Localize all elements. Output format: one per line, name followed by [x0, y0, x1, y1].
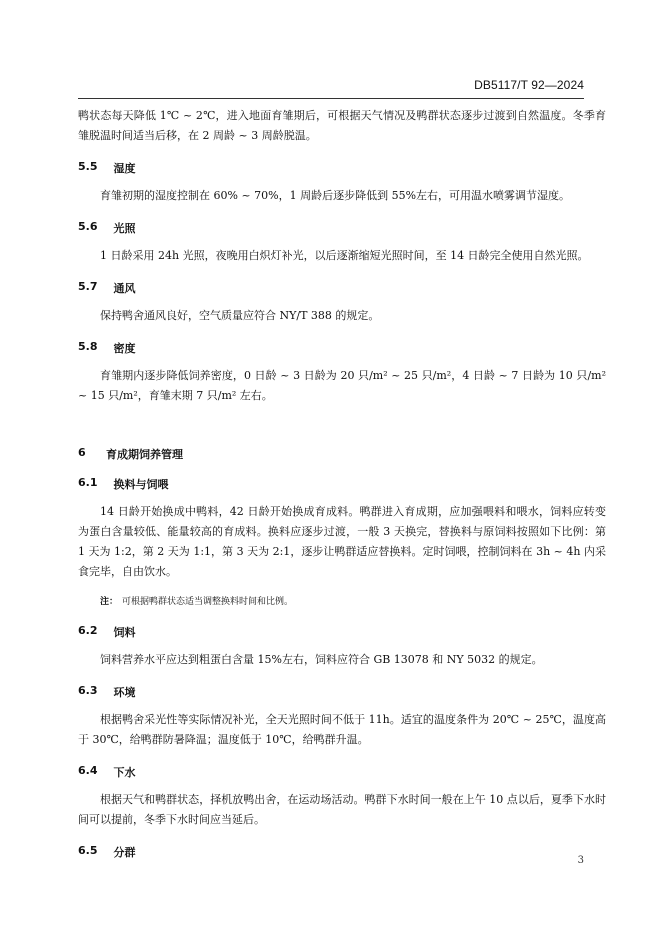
continued-paragraph: 鸭状态每天降低 1℃ ~ 2℃，进入地面育雏期后，可根据天气情况及鸭群状态逐步过渡到自然温度。冬季育雏脱温时间适当后移，在 2 周龄 ~ 3 周龄脱温。 — [78, 109, 606, 142]
section-number: 6.2 — [78, 624, 98, 637]
section-title: 饲料 — [113, 626, 136, 639]
section-paragraph: 根据鸭舍采光性等实际情况补光，全天光照时间不低于 11h。适宜的温度条件为 20℃ ~ 25℃，温度高于 30℃，给鸭群防暑降温；温度低于 10℃，给鸭群升温。 — [78, 713, 606, 746]
section-title: 下水 — [113, 766, 136, 779]
section-paragraph: 14 日龄开始换成中鸭料，42 日龄开始换成育成料。鸭群进入育成期，应加强喂料和喂水，饲料应转变为蛋白含量较低、能量较高的育成料。换料应逐步过渡，一般 3 天换完，替换料与原饲料按照如下比例：第 1 天为 1:2，第 2 天为 1:1，第 3 天为 2:1，逐步让鸭群适应替换料。定时饲喂，控制饲料在 3h ~ 4h 内采食完毕，自由饮水。 — [78, 505, 606, 578]
document-code: DB5117/T 92—2024 — [474, 78, 584, 92]
section-paragraph: 1 日龄采用 24h 光照，夜晚用白炽灯补光，以后逐渐缩短光照时间，至 14 日龄完全使用自然光照。 — [100, 249, 589, 262]
section-heading-5-7 — [78, 280, 606, 296]
section-paragraph: 保持鸭舍通风良好，空气质量应符合 NY/T 388 的规定。 — [100, 309, 380, 322]
section-title: 环境 — [113, 686, 136, 699]
section-title: 换料与饲喂 — [113, 478, 169, 491]
section-number: 6.1 — [78, 476, 98, 489]
section-title: 密度 — [113, 342, 136, 355]
note-text: 可根据鸭群状态适当调整换料时间和比例。 — [122, 597, 294, 607]
section-number: 5.6 — [78, 220, 98, 233]
section-title: 光照 — [113, 222, 136, 235]
section-number: 6.3 — [78, 684, 98, 697]
section-number: 5.7 — [78, 280, 98, 293]
document-body — [78, 106, 606, 870]
page-number: 3 — [577, 855, 584, 866]
section-title: 通风 — [113, 282, 136, 295]
section-heading-5-8 — [78, 340, 606, 356]
header-rule — [78, 98, 584, 99]
section-paragraph: 育雏初期的湿度控制在 60% ~ 70%，1 周龄后逐步降低到 55%左右，可用温水喷雾调节湿度。 — [100, 189, 571, 202]
chapter-number: 6 — [78, 446, 86, 459]
section-heading-5-5 — [78, 160, 606, 176]
note — [100, 594, 606, 610]
section-number: 5.8 — [78, 340, 98, 353]
chapter-title: 育成期饲养管理 — [106, 448, 183, 461]
section-number: 5.5 — [78, 160, 98, 173]
section-paragraph: 饲料营养水平应达到粗蛋白含量 15%左右，饲料应符合 GB 13078 和 NY 5032 的规定。 — [100, 653, 543, 666]
section-heading-5-6 — [78, 220, 606, 236]
section-heading-6-2 — [78, 624, 606, 640]
section-number: 6.4 — [78, 764, 98, 777]
section-heading-6-4 — [78, 764, 606, 780]
section-title: 分群 — [113, 846, 136, 859]
section-paragraph: 根据天气和鸭群状态，择机放鸭出舍，在运动场活动。鸭群下水时间一般在上午 10 点以后，夏季下水时间可以提前，冬季下水时间应当延后。 — [78, 793, 606, 826]
section-heading-6-5 — [78, 844, 606, 860]
section-paragraph: 育雏期内逐步降低饲养密度，0 日龄 ~ 3 日龄为 20 只/m² ~ 25 只/m²，4 日龄 ~ 7 日龄为 10 只/m² ~ 15 只/m²，育雏末期 7 只/m² 左右。 — [78, 369, 606, 402]
section-heading-6-1 — [78, 476, 606, 492]
section-heading-6-3 — [78, 684, 606, 700]
section-number: 6.5 — [78, 844, 98, 857]
note-label: 注： — [100, 597, 119, 607]
section-title: 湿度 — [113, 162, 136, 175]
chapter-heading-6 — [78, 446, 606, 462]
